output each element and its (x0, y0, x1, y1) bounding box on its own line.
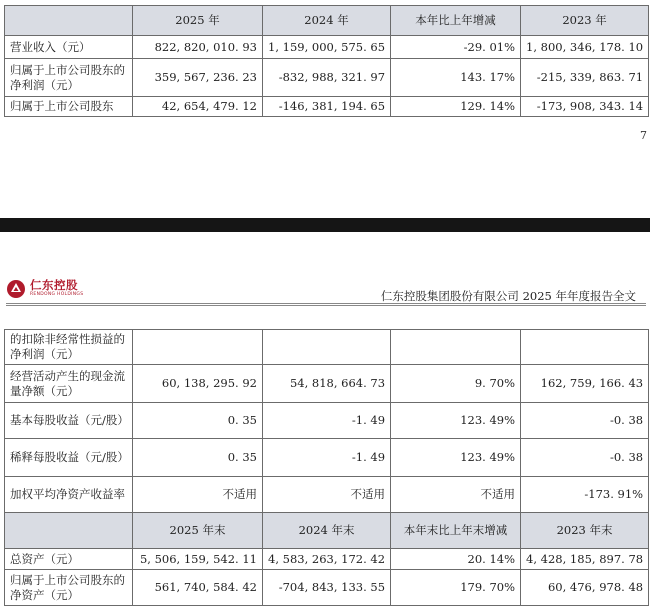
table-cell: 5, 506, 159, 542. 11 (133, 549, 263, 570)
table-cell: 42, 654, 479. 12 (133, 97, 263, 117)
table-row (5, 97, 649, 117)
table-cell (263, 330, 391, 365)
header-rule (6, 303, 646, 304)
table-cell: 不适用 (391, 477, 521, 513)
row-label: 营业收入（元） (5, 36, 133, 59)
header-cell: 2023 年 (521, 6, 649, 36)
row-label: 归属于上市公司股东的净利润（元） (5, 59, 133, 97)
table-cell: 822, 820, 010. 93 (133, 36, 263, 59)
table-row (5, 439, 649, 477)
row-label: 的扣除非经常性损益的净利润（元） (5, 330, 133, 365)
table-cell: -29. 01% (391, 36, 521, 59)
table-cell: 123. 49% (391, 439, 521, 477)
table-row (5, 477, 649, 513)
table-cell: -173, 908, 343. 14 (521, 97, 649, 117)
table-cell: 123. 49% (391, 403, 521, 439)
financial-table-top (4, 5, 649, 117)
table-row (5, 549, 649, 570)
table-row (5, 330, 649, 365)
table-cell: -146, 381, 194. 65 (263, 97, 391, 117)
row-label: 基本每股收益（元/股） (5, 403, 133, 439)
row-label: 经营活动产生的现金流量净额（元） (5, 365, 133, 403)
row-label: 稀释每股收益（元/股） (5, 439, 133, 477)
table-cell (133, 330, 263, 365)
table-cell: 162, 759, 166. 43 (521, 365, 649, 403)
table-header-row (5, 513, 649, 549)
table-row (5, 403, 649, 439)
page-separator-band (0, 218, 650, 232)
table-cell: -704, 843, 133. 55 (263, 570, 391, 606)
table-cell: -0. 38 (521, 403, 649, 439)
header-cell: 2024 年末 (263, 513, 391, 549)
table-cell: 1, 800, 346, 178. 10 (521, 36, 649, 59)
table-cell: 0. 35 (133, 403, 263, 439)
table-cell: 143. 17% (391, 59, 521, 97)
table-cell: 不适用 (263, 477, 391, 513)
table-cell: -832, 988, 321. 97 (263, 59, 391, 97)
row-label: 加权平均净资产收益率 (5, 477, 133, 513)
table-cell (521, 330, 649, 365)
header-cell (5, 513, 133, 549)
header-cell: 2025 年 (133, 6, 263, 36)
header-cell (5, 6, 133, 36)
header-cell: 本年末比上年末增减 (391, 513, 521, 549)
table-cell: -1. 49 (263, 439, 391, 477)
header-cell: 本年比上年增减 (391, 6, 521, 36)
table-cell: -173. 91% (521, 477, 649, 513)
header-cell: 2023 年末 (521, 513, 649, 549)
table-cell: -0. 38 (521, 439, 649, 477)
table-cell (391, 330, 521, 365)
logo-name: 仁东控股 (30, 278, 78, 292)
table-row (5, 36, 649, 59)
table-cell: 561, 740, 584. 42 (133, 570, 263, 606)
table-cell: 20. 14% (391, 549, 521, 570)
header-rule (6, 305, 646, 306)
table-cell: 9. 70% (391, 365, 521, 403)
table-cell: 4, 583, 263, 172. 42 (263, 549, 391, 570)
row-label: 总资产（元） (5, 549, 133, 570)
page-number: 7 (640, 129, 647, 142)
table-cell: 4, 428, 185, 897. 78 (521, 549, 649, 570)
header-cell: 2024 年 (263, 6, 391, 36)
table-cell: 54, 818, 664. 73 (263, 365, 391, 403)
table-cell: 129. 14% (391, 97, 521, 117)
table-cell: -215, 339, 863. 71 (521, 59, 649, 97)
row-label: 归属于上市公司股东 (5, 97, 133, 117)
table-header-row (5, 6, 649, 36)
table-row (5, 570, 649, 606)
table-cell: 179. 70% (391, 570, 521, 606)
table-cell: 1, 159, 000, 575. 65 (263, 36, 391, 59)
logo-mark-icon (6, 279, 26, 299)
table-cell: 不适用 (133, 477, 263, 513)
header-cell: 2025 年末 (133, 513, 263, 549)
table-cell: -1. 49 (263, 403, 391, 439)
financial-table-bottom (4, 329, 649, 606)
document-title: 仁东控股集团股份有限公司 2025 年年度报告全文 (380, 289, 636, 303)
table-cell: 60, 476, 978. 48 (521, 570, 649, 606)
row-label: 归属于上市公司股东的净资产（元） (5, 570, 133, 606)
logo-english-name: RENDONG HOLDINGS (30, 292, 84, 297)
company-logo (6, 277, 126, 301)
table-row (5, 365, 649, 403)
table-row (5, 59, 649, 97)
table-cell: 60, 138, 295. 92 (133, 365, 263, 403)
table-cell: 359, 567, 236. 23 (133, 59, 263, 97)
table-cell: 0. 35 (133, 439, 263, 477)
